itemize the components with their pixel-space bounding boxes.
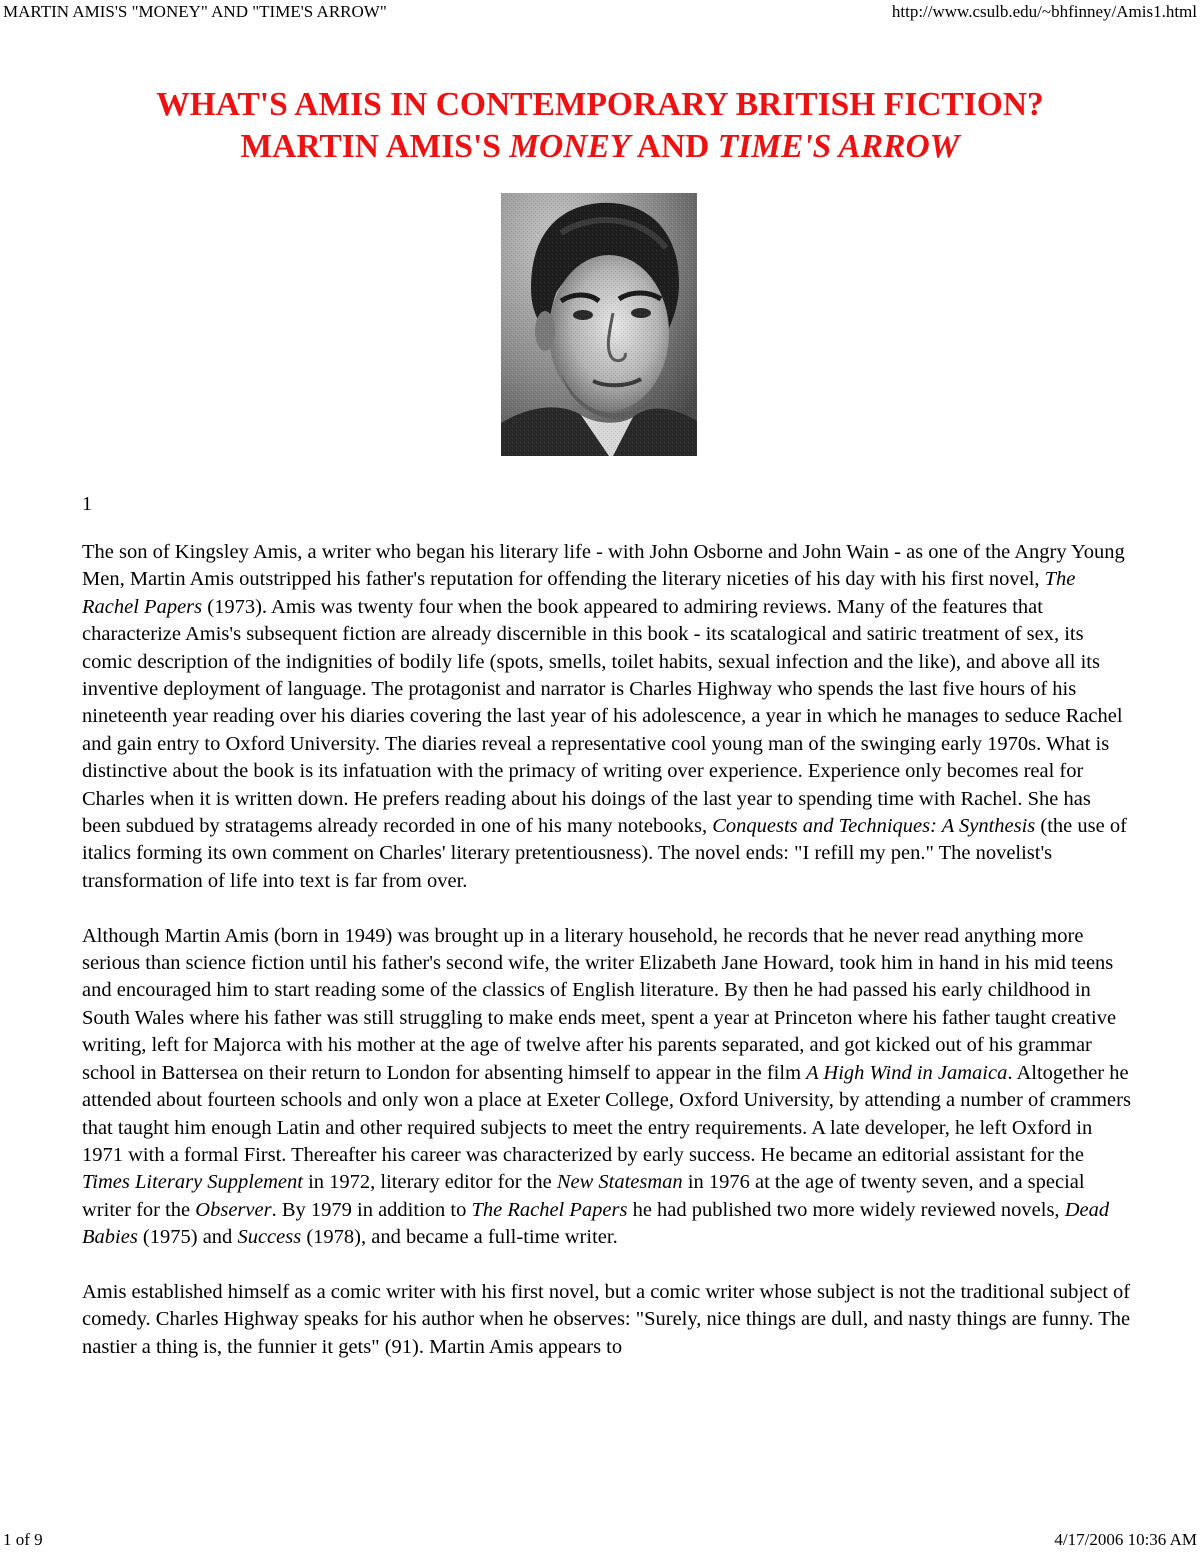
p3-text-a: Amis established himself as a comic writer with his first novel, but a comic writer whose subject is not the traditional subject of comedy. Charles Highway speaks for his author when he observes: "Surely, nice things are dull, and nasty things are funny. The nastier a thing is, the funnier it gets" (91). Martin Amis appears to [82,1280,1131,1358]
p1-text-e: (the use of italics forming its own comment on Charles' literary pretentiousness). The novel ends: "I refill my pen." The novelist's transformation of life into text is far from over. [82,815,1127,892]
p2-text-i: . By 1979 in addition to [271,1198,472,1221]
p1-title-rachel-papers: The Rachel Papers [82,568,1076,618]
p2-title-tls: Times Literary Supplement [82,1171,303,1194]
title-line-2 [0,126,1200,168]
p2-text-g: in 1976 at the age of twenty seven, and a special writer for the [82,1171,1085,1221]
paragraph-2 [82,923,1132,1252]
article-body [82,539,1132,1389]
p2-title-high-wind: A High Wind in Jamaica [806,1061,1008,1084]
section-number: 1 [82,493,92,515]
paragraph-3 [82,1279,1132,1361]
p2-text-m: (1975) and [137,1226,238,1249]
p1-title-conquests: Conquests and Techniques: A Synthesis [712,815,1036,838]
p2-text-c: . Altogether he attended about fourteen schools and only won a place at Exeter College, Oxford University, by attending a number of crammers that taught him enough Latin and other required subjects to meet the entry requirements. A late developer, he left Oxford in 1971 with a formal First. Thereafter his career was characterized by early success. He became an editorial assistant for the [82,1061,1131,1166]
p1-text-a: The son of Kingsley Amis, a writer who began his literary life - with John Osborne and John Wain - as one of the Angry Young Men, Martin Amis outstripped his father's reputation for offending the literary niceties of his day with his first novel, [82,541,1125,591]
paragraph-1 [82,539,1132,895]
title-line-1: WHAT'S AMIS IN CONTEMPORARY BRITISH FICTION? [156,86,1044,123]
p1-text-c: (1973). Amis was twenty four when the book appeared to admiring reviews. Many of the features that characterize Amis's subsequent fiction are already discernible in this book - its scatalogical and satiric treatment of sex, its comic description of the indignities of bodily life (spots, smells, toilet habits, sexual infection and the like), and above all its inventive deployment of language. The protagonist and narrator is Charles Highway who spends the last five hours of his nineteenth year reading over his diaries covering the last year of his adolescence, a year in which he manages to seduce Rachel and gain entry to Oxford University. The diaries reveal a representative cool young man of the swinging early 1970s. What is distinctive about the book is its infatuation with the primacy of writing over experience. Experience only becomes real for Charles when it is written down. He prefers reading about his doings of the last year to spending time with Rachel. She has been subdued by stratagems already recorded in one of his many notebooks, [82,595,1123,838]
p2-text-k: he had published two more widely reviewed novels, [627,1198,1065,1221]
p2-title-observer: Observer [195,1198,272,1221]
p2-title-new-statesman: New Statesman [556,1171,683,1194]
p2-text-a: Although Martin Amis (born in 1949) was brought up in a literary household, he records that he never read anything more serious than science fiction until his father's second wife, the writer Elizabeth Jane Howard, took him in hand in his mid teens and encouraged him to start reading some of the classics of English literature. By then he had passed his early childhood in South Wales where his father was still struggling to make ends meet, spent a year at Princeton where his father taught creative writing, left for Majorca with his mother at the age of twelve after his parents separated, and got kicked out of his grammar school in Battersea on their return to London for absenting himself to appear in the film [82,924,1117,1084]
author-portrait [501,193,697,456]
p2-title-rachel-papers: The Rachel Papers [471,1198,628,1221]
title-times-arrow: TIME'S ARROW [717,128,960,165]
title-money: MONEY [509,128,631,165]
author-portrait-photo [501,193,697,456]
p2-text-e: in 1972, literary editor for the [302,1171,557,1194]
header-url: http://www.csulb.edu/~bhfinney/Amis1.html [891,2,1197,21]
title-line-2-and: AND [630,128,718,165]
page-title [0,84,1200,168]
footer-timestamp: 4/17/2006 10:36 AM [1054,1530,1197,1549]
footer-page-count: 1 of 9 [3,1530,43,1549]
p2-title-dead-babies: Dead Babies [82,1198,1110,1249]
title-line-2-prefix: MARTIN AMIS'S [240,128,510,165]
p2-text-o: (1978), and became a full-time writer. [301,1226,618,1249]
p2-title-success: Success [237,1226,302,1249]
header-page-title: MARTIN AMIS'S "MONEY" AND "TIME'S ARROW" [3,2,387,21]
